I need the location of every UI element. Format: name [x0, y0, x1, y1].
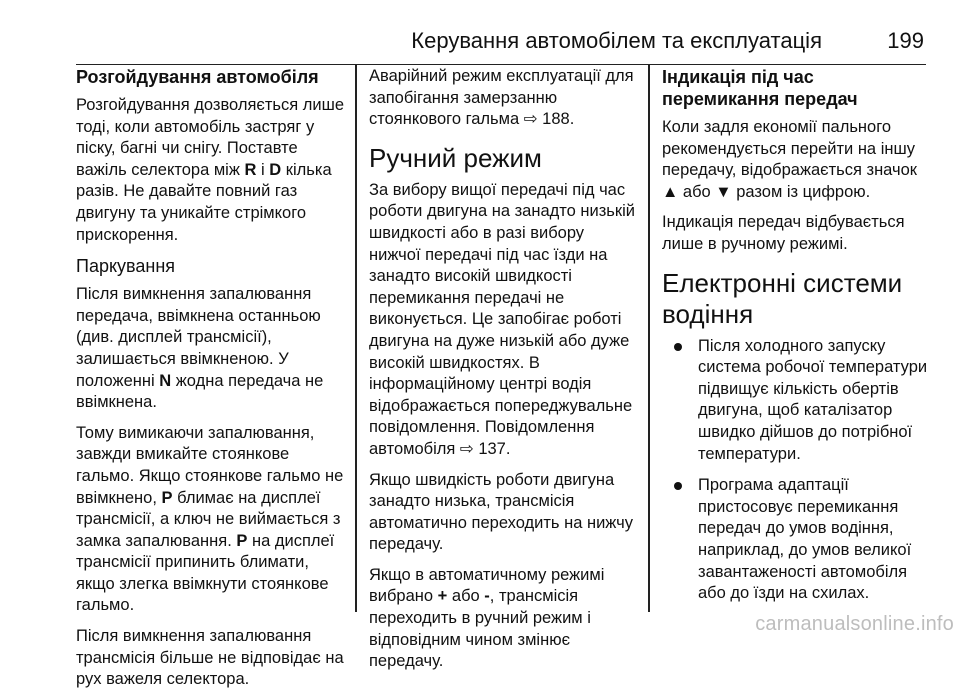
- page-title: Керування автомобілем та експлуатація: [411, 28, 822, 53]
- text-run: на дисплеї трансмісії припинить блимати, якщо злегка ввімкнути стоянкове гальмо.: [76, 531, 335, 615]
- gear-n-symbol: N: [159, 371, 172, 390]
- text-run: і: [256, 160, 270, 179]
- paragraph-manual-2: Якщо швидкість роботи двигуна занадто низька, трансмісія автоматично переходить на нижчу передачу.: [369, 470, 633, 554]
- paragraph-parking-1: [76, 284, 344, 414]
- paragraph-manual-3: [369, 565, 637, 673]
- page-reference: ⇨ 188.: [519, 110, 575, 129]
- page-reference: ⇨ 137.: [455, 439, 511, 458]
- bullet-list: [662, 336, 930, 605]
- gear-r-symbol: R: [244, 160, 257, 179]
- list-item: Після холодного запуску система робочої температури підвищує кількість обертів двигуна, щоб каталізатор швидко дійшов до потрібної температури.: [662, 336, 930, 466]
- paragraph-parking-3: Після вимкнення запалювання трансмісія більше не відповідає на рух важеля селектора.: [76, 627, 344, 689]
- text-run: жодна передача не ввімкнена.: [76, 371, 324, 412]
- gear-p-symbol: P: [161, 488, 173, 507]
- page-number: 199: [887, 28, 924, 53]
- column-divider: [355, 64, 357, 612]
- heading-electronic-driving-systems: Електронні системи водіння: [662, 267, 903, 329]
- heading-manual-mode: Ручний режим: [369, 142, 542, 173]
- text-run: Після вимкнення запалювання передача, ввімкнена останньою (див. дисплей трансмісії), залишається ввімкненою. У положенні: [76, 285, 321, 390]
- text-run: блимає на дисплеї трансмісії, а ключ не виймається з замка запалювання.: [76, 488, 341, 550]
- heading-rocking: Розгойдування автомобіля: [76, 67, 319, 87]
- text-run: кілька разів. Не давайте повний газ двигуну та уникайте стрімкого прискорення.: [76, 160, 332, 244]
- plus-symbol: +: [437, 587, 448, 606]
- column-2: [369, 66, 637, 682]
- page-header: [76, 26, 926, 65]
- heading-gear-indication: Індикація під час перемикання передач: [662, 67, 858, 109]
- watermark-text: carmanualsonline.info: [755, 613, 954, 635]
- text-run: Тому вимикаючи запалювання, завжди вмикайте стоянкове гальмо. Якщо стоянкове гальмо не ввімкнено,: [76, 423, 344, 507]
- gear-p-symbol: P: [236, 531, 248, 550]
- paragraph-manual-1: [369, 180, 637, 461]
- text-run: Аварійний режим експлуатації для запобігання замерзанню стоянкового гальма: [369, 67, 634, 129]
- paragraph-parking-2: [76, 423, 344, 617]
- paragraph-indication-1: Коли задля економії пального рекомендується перейти на іншу передачу, відображається значок ▲ або ▼ разом із цифрою.: [662, 118, 917, 201]
- column-3: [662, 66, 930, 615]
- gear-d-symbol: D: [269, 160, 282, 179]
- column-divider: [648, 64, 650, 612]
- heading-parking: Паркування: [76, 256, 176, 277]
- paragraph-indication-2: Індикація передач відбувається лише в ручному режимі.: [662, 213, 905, 253]
- minus-symbol: -: [484, 587, 490, 606]
- column-1: [76, 66, 344, 700]
- paragraph-rocking: [76, 95, 344, 246]
- paragraph-emergency: [369, 66, 637, 131]
- text-run: Якщо в автоматичному режимі вибрано: [369, 565, 605, 606]
- text-run: За вибору вищої передачі під час роботи двигуна на занадто низькій швидкості або в разі вибору нижчої передачі під час їзди на занадто високій швидкості перемикання передачі не виконується. Це запобігає роботі двигуна на дуже низькій або дуже високій швидкостях. В інформаційному центрі водія відображається попереджувальне повідомлення. Повідомлення автомобіля: [369, 180, 635, 458]
- text-run: або: [447, 587, 485, 606]
- text-run: , трансмісія переходить в ручний режим і відповідним чином змінює передачу.: [369, 587, 591, 671]
- list-item: Програма адаптації пристосовує перемикання передач до умов водіння, наприклад, до умов великої завантаженості автомобіля або до їзди на схилах.: [662, 475, 930, 605]
- text-run: Розгойдування дозволяється лише тоді, коли автомобіль застряг у піску, багні чи снігу. Поставте важіль селектора між: [76, 96, 345, 179]
